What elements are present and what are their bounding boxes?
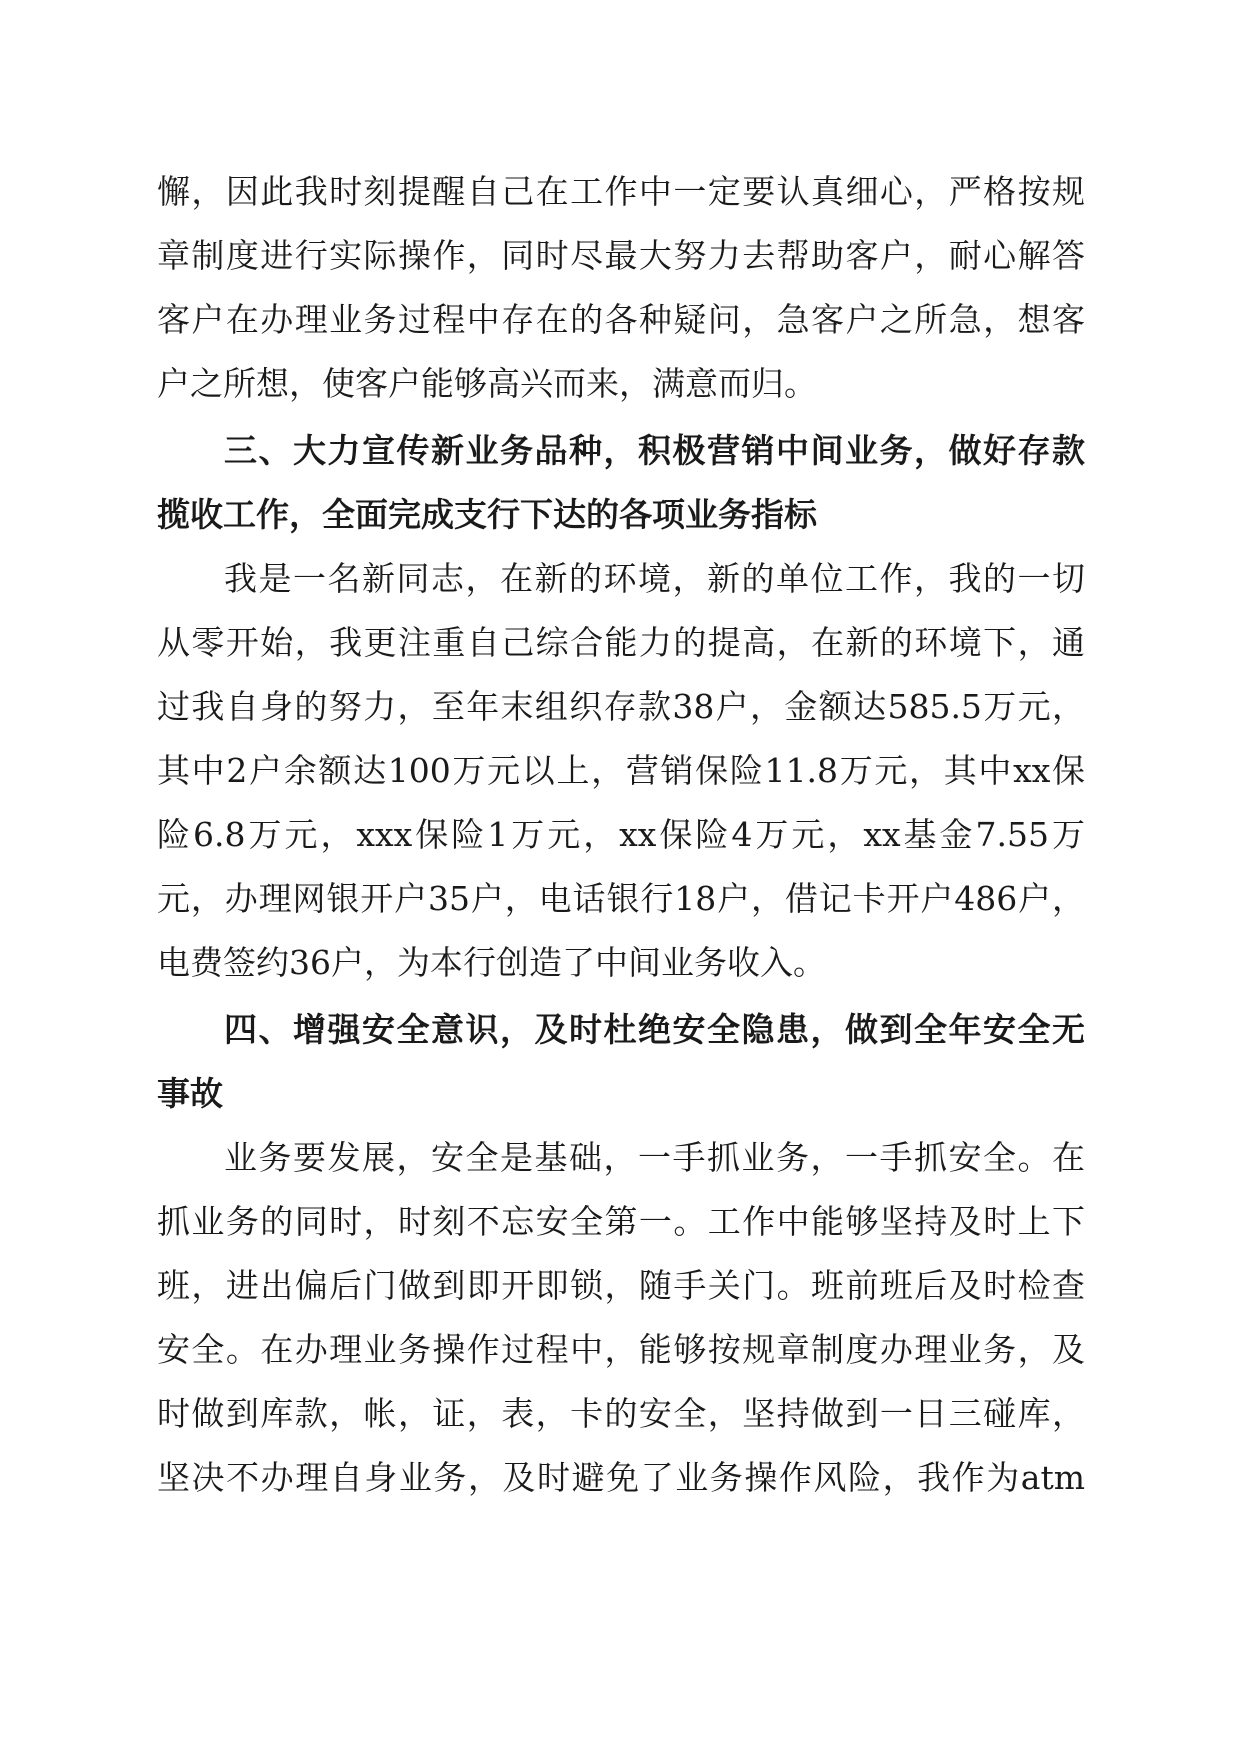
paragraph-line: 时做到库款，帐，证，表，卡的安全，坚持做到一日三碰库， — [157, 1394, 1085, 1433]
paragraph-line: 电费签约36户，为本行创造了中间业务收入。 — [157, 943, 826, 982]
paragraph-line: 户之所想，使客户能够高兴而来，满意而归。 — [157, 364, 817, 403]
paragraph-line: 章制度进行实际操作，同时尽最大努力去帮助客户，耐心解答 — [157, 236, 1085, 275]
paragraph-line: 元，办理网银开户35户，电话银行18户，借记卡开户486户， — [157, 879, 1085, 918]
paragraph-line: 险6.8万元，xxx保险1万元，xx保险4万元，xx基金7.55万 — [157, 815, 1085, 854]
paragraph-line: 安全。在办理业务操作过程中，能够按规章制度办理业务，及 — [157, 1330, 1085, 1369]
paragraph-line: 其中2户余额达100万元以上，营销保险11.8万元，其中xx保 — [157, 751, 1085, 790]
section-heading-4-cont: 事故 — [157, 1074, 223, 1113]
paragraph-line: 我是一名新同志，在新的环境，新的单位工作，我的一切 — [224, 559, 1085, 598]
paragraph-line: 客户在办理业务过程中存在的各种疑问，急客户之所急，想客 — [157, 300, 1085, 339]
paragraph-line: 坚决不办理自身业务，及时避免了业务操作风险，我作为atm — [157, 1458, 1085, 1497]
section-heading-3-cont: 揽收工作，全面完成支行下达的各项业务指标 — [157, 495, 817, 534]
paragraph-line: 班，进出偏后门做到即开即锁，随手关门。班前班后及时检查 — [157, 1266, 1085, 1305]
section-heading-3: 三、大力宣传新业务品种，积极营销中间业务，做好存款 — [224, 431, 1085, 470]
paragraph-line: 懈，因此我时刻提醒自己在工作中一定要认真细心，严格按规 — [157, 172, 1085, 211]
paragraph-line: 从零开始，我更注重自己综合能力的提高，在新的环境下，通 — [157, 623, 1085, 662]
section-heading-4: 四、增强安全意识，及时杜绝安全隐患，做到全年安全无 — [224, 1010, 1085, 1049]
paragraph-line: 过我自身的努力，至年末组织存款38户，金额达585.5万元， — [157, 687, 1085, 726]
paragraph-line: 抓业务的同时，时刻不忘安全第一。工作中能够坚持及时上下 — [157, 1202, 1085, 1241]
paragraph-line: 业务要发展，安全是基础，一手抓业务，一手抓安全。在 — [224, 1138, 1085, 1177]
